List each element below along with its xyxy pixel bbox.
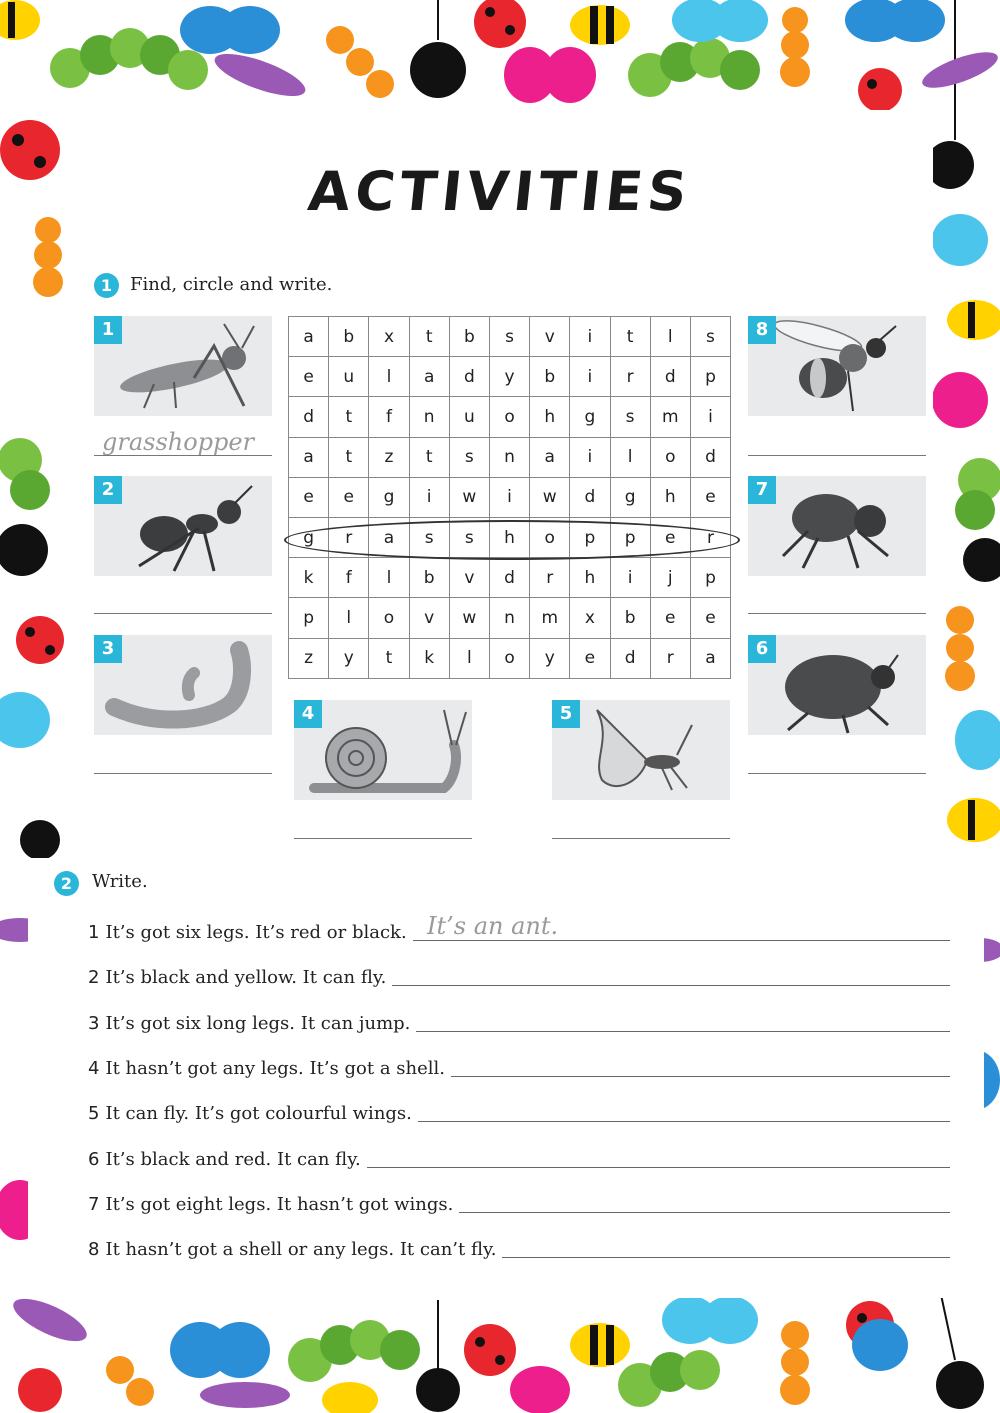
- grid-row: [289, 598, 731, 638]
- sentence-4: [88, 1058, 445, 1079]
- grid-letter[interactable]: s: [449, 437, 489, 477]
- grid-letter[interactable]: s: [690, 317, 730, 357]
- picture-number-badge: 8: [748, 316, 776, 344]
- grid-letter[interactable]: s: [449, 517, 489, 557]
- answer-line-4[interactable]: [294, 838, 472, 839]
- answer-line-2[interactable]: [94, 613, 272, 614]
- grid-letter[interactable]: f: [329, 558, 369, 598]
- grid-letter[interactable]: f: [369, 397, 409, 437]
- sentence-answer-line-1[interactable]: [413, 940, 950, 941]
- exercise-2-number: 2: [54, 871, 79, 896]
- grid-letter[interactable]: l: [369, 558, 409, 598]
- grid-letter[interactable]: l: [369, 357, 409, 397]
- grid-row: [289, 558, 731, 598]
- sentence-6: [88, 1149, 361, 1170]
- grid-letter[interactable]: e: [289, 357, 329, 397]
- sentence-number: 2: [88, 967, 100, 988]
- answer-line-7[interactable]: [748, 613, 926, 614]
- grid-letter[interactable]: b: [610, 598, 650, 638]
- grid-row: [289, 477, 731, 517]
- picture-number-badge: 3: [94, 635, 122, 663]
- grid-letter[interactable]: d: [570, 477, 610, 517]
- sentence-5: [88, 1103, 412, 1124]
- grid-letter[interactable]: o: [489, 397, 529, 437]
- grid-letter[interactable]: e: [289, 477, 329, 517]
- sentence-number: 8: [88, 1239, 100, 1260]
- grid-row: [289, 397, 731, 437]
- sentence-number: 1: [88, 922, 100, 943]
- grid-letter[interactable]: p: [289, 598, 329, 638]
- grid-letter[interactable]: r: [530, 558, 570, 598]
- grid-letter[interactable]: d: [449, 357, 489, 397]
- grid-row: [289, 357, 731, 397]
- grid-letter[interactable]: h: [489, 517, 529, 557]
- grid-letter[interactable]: k: [289, 558, 329, 598]
- grid-letter[interactable]: i: [690, 397, 730, 437]
- answer-line-6[interactable]: [748, 773, 926, 774]
- grid-letter[interactable]: a: [369, 517, 409, 557]
- grid-letter[interactable]: s: [489, 317, 529, 357]
- grid-letter[interactable]: u: [449, 397, 489, 437]
- grid-letter[interactable]: o: [489, 638, 529, 678]
- grid-letter[interactable]: g: [610, 477, 650, 517]
- grid-letter[interactable]: s: [610, 397, 650, 437]
- grid-letter[interactable]: i: [489, 477, 529, 517]
- sentence-answer-line-2[interactable]: [392, 985, 950, 986]
- grid-letter[interactable]: h: [530, 397, 570, 437]
- answer-line-8[interactable]: [748, 455, 926, 456]
- grid-letter[interactable]: r: [690, 517, 730, 557]
- picture-number-badge: 2: [94, 476, 122, 504]
- grid-letter[interactable]: e: [690, 477, 730, 517]
- sentence-answer-line-5[interactable]: [418, 1121, 950, 1122]
- grid-letter[interactable]: b: [409, 558, 449, 598]
- sentence-7: [88, 1194, 453, 1215]
- grid-letter[interactable]: a: [409, 357, 449, 397]
- sentence-text: It’s got six long legs. It can jump.: [105, 1013, 411, 1034]
- grid-letter[interactable]: d: [690, 437, 730, 477]
- grid-letter[interactable]: p: [690, 357, 730, 397]
- grid-letter[interactable]: y: [329, 638, 369, 678]
- grid-letter[interactable]: x: [369, 317, 409, 357]
- grid-letter[interactable]: u: [329, 357, 369, 397]
- grid-letter[interactable]: p: [570, 517, 610, 557]
- answer-line-5[interactable]: [552, 838, 730, 839]
- grid-letter[interactable]: w: [449, 477, 489, 517]
- picture-number-badge: 6: [748, 635, 776, 663]
- grid-letter[interactable]: n: [489, 598, 529, 638]
- grid-letter[interactable]: a: [289, 317, 329, 357]
- grid-letter[interactable]: d: [289, 397, 329, 437]
- grid-letter[interactable]: h: [570, 558, 610, 598]
- answer-line-3[interactable]: [94, 773, 272, 774]
- sentence-1: [88, 922, 407, 943]
- grid-letter[interactable]: t: [329, 397, 369, 437]
- picture-7: [748, 476, 926, 576]
- grid-letter[interactable]: e: [690, 598, 730, 638]
- grid-letter[interactable]: z: [369, 437, 409, 477]
- grid-letter[interactable]: t: [409, 317, 449, 357]
- sentence-number: 5: [88, 1103, 100, 1124]
- exercise-1-instruction: Find, circle and write.: [130, 274, 333, 295]
- sentence-2: [88, 967, 386, 988]
- grid-letter[interactable]: x: [570, 598, 610, 638]
- picture-5: [552, 700, 730, 800]
- grid-letter[interactable]: r: [610, 357, 650, 397]
- sentence-answer-line-4[interactable]: [451, 1076, 950, 1077]
- grid-letter[interactable]: m: [650, 397, 690, 437]
- sentence-8: [88, 1239, 496, 1260]
- sentence-answer-line-6[interactable]: [367, 1167, 950, 1168]
- grid-letter[interactable]: n: [409, 397, 449, 437]
- answer-line-1[interactable]: [94, 455, 272, 456]
- sentence-number: 7: [88, 1194, 100, 1215]
- word-search-grid[interactable]: [288, 316, 731, 679]
- grid-letter[interactable]: o: [369, 598, 409, 638]
- grid-letter[interactable]: j: [650, 558, 690, 598]
- sentence-number: 4: [88, 1058, 100, 1079]
- sentence-number: 6: [88, 1149, 100, 1170]
- grid-letter[interactable]: t: [329, 437, 369, 477]
- grid-letter[interactable]: l: [650, 317, 690, 357]
- sentence-answer-line-3[interactable]: [416, 1031, 950, 1032]
- exercise-2-instruction: Write.: [92, 871, 148, 892]
- grid-letter[interactable]: w: [530, 477, 570, 517]
- grid-letter[interactable]: p: [610, 517, 650, 557]
- picture-2: [94, 476, 272, 576]
- sentence-text: It hasn’t got a shell or any legs. It can’t fly.: [105, 1239, 497, 1260]
- picture-4: [294, 700, 472, 800]
- sentence-text: It hasn’t got any legs. It’s got a shell.: [105, 1058, 446, 1079]
- grid-letter[interactable]: r: [329, 517, 369, 557]
- grid-letter[interactable]: h: [650, 477, 690, 517]
- grid-row: [289, 638, 731, 678]
- sentence-answer-1: It’s an ant.: [427, 912, 559, 940]
- grid-letter[interactable]: o: [530, 517, 570, 557]
- picture-number-badge: 1: [94, 316, 122, 344]
- grid-row: [289, 317, 731, 357]
- exercise-1-number: 1: [94, 273, 119, 298]
- grid-letter[interactable]: i: [409, 477, 449, 517]
- sentence-text: It’s got eight legs. It hasn’t got wings.: [105, 1194, 454, 1215]
- grid-letter[interactable]: p: [690, 558, 730, 598]
- grid-letter[interactable]: b: [530, 357, 570, 397]
- picture-8: [748, 316, 926, 416]
- grid-letter[interactable]: g: [369, 477, 409, 517]
- grid-letter[interactable]: y: [489, 357, 529, 397]
- sentence-answer-line-8[interactable]: [502, 1257, 950, 1258]
- picture-3: [94, 635, 272, 735]
- grid-letter[interactable]: a: [289, 437, 329, 477]
- grid-letter[interactable]: l: [610, 437, 650, 477]
- grid-letter[interactable]: n: [489, 437, 529, 477]
- grid-letter[interactable]: d: [489, 558, 529, 598]
- sentence-answer-line-7[interactable]: [459, 1212, 950, 1213]
- grid-letter[interactable]: t: [610, 317, 650, 357]
- grid-letter[interactable]: y: [530, 638, 570, 678]
- circled-word-grasshopper: [284, 520, 740, 560]
- grid-letter[interactable]: e: [329, 477, 369, 517]
- grid-letter[interactable]: g: [570, 397, 610, 437]
- grid-letter[interactable]: s: [409, 517, 449, 557]
- grid-letter[interactable]: v: [530, 317, 570, 357]
- grid-letter[interactable]: i: [570, 437, 610, 477]
- grid-letter[interactable]: v: [409, 598, 449, 638]
- picture-number-badge: 4: [294, 700, 322, 728]
- sentence-text: It’s black and yellow. It can fly.: [105, 967, 387, 988]
- grid-letter[interactable]: r: [650, 638, 690, 678]
- picture-1: [94, 316, 272, 416]
- grid-letter[interactable]: d: [650, 357, 690, 397]
- grid-letter[interactable]: m: [530, 598, 570, 638]
- grid-letter[interactable]: g: [289, 517, 329, 557]
- grid-letter[interactable]: d: [610, 638, 650, 678]
- grid-letter[interactable]: l: [329, 598, 369, 638]
- grid-letter[interactable]: b: [329, 317, 369, 357]
- grid-letter[interactable]: z: [289, 638, 329, 678]
- sentence-text: It can fly. It’s got colourful wings.: [105, 1103, 412, 1124]
- picture-number-badge: 5: [552, 700, 580, 728]
- grid-letter[interactable]: b: [449, 317, 489, 357]
- grid-letter[interactable]: i: [570, 357, 610, 397]
- picture-number-badge: 7: [748, 476, 776, 504]
- grid-letter[interactable]: a: [690, 638, 730, 678]
- grid-letter[interactable]: w: [449, 598, 489, 638]
- grid-letter[interactable]: e: [650, 517, 690, 557]
- grid-letter[interactable]: e: [650, 598, 690, 638]
- grid-letter[interactable]: e: [570, 638, 610, 678]
- sentence-text: It’s black and red. It can fly.: [105, 1149, 361, 1170]
- picture-6: [748, 635, 926, 735]
- grid-row: [289, 437, 731, 477]
- grid-letter[interactable]: t: [369, 638, 409, 678]
- grid-letter[interactable]: t: [409, 437, 449, 477]
- grid-letter[interactable]: o: [650, 437, 690, 477]
- sentence-number: 3: [88, 1013, 100, 1034]
- grid-letter[interactable]: v: [449, 558, 489, 598]
- grid-letter[interactable]: k: [409, 638, 449, 678]
- sentence-text: It’s got six legs. It’s red or black.: [105, 922, 407, 943]
- sentence-3: [88, 1013, 410, 1034]
- page-title: ACTIVITIES: [305, 160, 695, 223]
- grid-letter[interactable]: l: [449, 638, 489, 678]
- grid-letter[interactable]: i: [570, 317, 610, 357]
- grid-letter[interactable]: a: [530, 437, 570, 477]
- picture-1-answer: grasshopper: [102, 428, 255, 456]
- grid-letter[interactable]: i: [610, 558, 650, 598]
